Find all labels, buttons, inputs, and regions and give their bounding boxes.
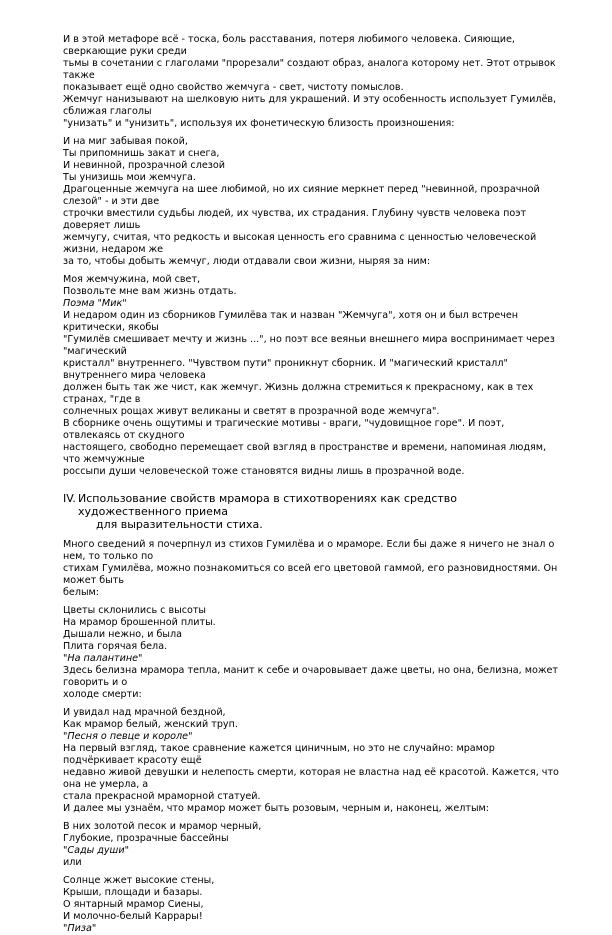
poem-line: Цветы склонились с высоты [63, 605, 207, 616]
text-line: кристалл" внутреннего. "Чувством пути" проникнут сборник. И "магический кристалл" внутреннего мира человека [63, 358, 508, 381]
poem-source: "Пиза" [63, 923, 97, 934]
paragraph-pearl-metaphor [63, 34, 563, 130]
poem-line: На мрамор брошенной плиты. [63, 617, 216, 628]
text-line: белым: [63, 587, 99, 598]
poem-quote-3 [63, 605, 563, 665]
poem-line: Ты припомнишь закат и снега, [63, 148, 220, 159]
poem-quote-2 [63, 274, 563, 310]
document-page [63, 34, 563, 935]
poem-line: В них золотой песок и мрамор черный, [63, 821, 262, 832]
text-line: Много сведений я почерпнул из стихов Гумилёва и о мраморе. Если бы даже я ничего не знал о нем, то только по [63, 539, 555, 562]
poem-quote-4 [63, 707, 563, 743]
text-line: Здесь белизна мрамора тепла, манит к себе и очаровывает даже цветы, но она, белизна, может говорить и о [63, 665, 559, 688]
paragraph-marble-death [63, 743, 563, 815]
poem-line: Плита горячая бела. [63, 641, 168, 652]
text-line: жемчугу, считая, что редкость и высокая ценность его сравнима с ценностью человеческой жизни, недаром же [63, 232, 537, 255]
poem-line: Крыши, площади и базары. [63, 887, 203, 898]
text-line: недавно живой девушки и нелепость смерти, которая не властна над её красотой. Кажется, что она не умерла, а [63, 767, 559, 790]
poem-line: Позвольте мне вам жизнь отдать. [63, 286, 237, 297]
section-heading [63, 492, 563, 531]
text-line: "унизать" и "унизить", используя их фонетическую близость произношения: [63, 118, 455, 129]
text-line: Драгоценные жемчуга на шее любимой, но их сияние меркнет перед "невинной, прозрачной слезой" - и эти две [63, 184, 540, 207]
section-number: IV. [63, 492, 76, 505]
poem-quote-6 [63, 875, 563, 935]
text-line: показывает ещё одно свойство жемчуга - свет, чистоту помыслов. [63, 82, 404, 93]
text-line: солнечных рощах живут великаны и светят в прозрачной воде жемчуга". [63, 406, 440, 417]
text-line: строчки вместили судьбы людей, их чувства, их страдания. Глубину чувств человека поэт доверяет лишь [63, 208, 527, 231]
paragraph-pearls-collection [63, 310, 563, 478]
poem-line: Дышали нежно, и была [63, 629, 182, 640]
poem-quote-5 [63, 821, 563, 869]
poem-source: "Песня о певце и короле" [63, 731, 193, 742]
text-line: На первый взгляд, такое сравнение кажется циничным, но это не случайно: мрамор подчёркивает красоту ещё [63, 743, 495, 766]
poem-line: Глубокие, прозрачные бассейны [63, 833, 229, 844]
poem-line: И молочно-белый Каррары! [63, 911, 203, 922]
text-line: стихам Гумилёва, можно познакомиться со всей его цветовой гаммой, его разновидностями. Он может быть [63, 563, 558, 586]
text-line: Жемчуг нанизывают на шелковую нить для украшений. И эту особенность использует Гумилёв, сближая глаголы [63, 94, 557, 117]
paragraph-marble-intro [63, 539, 563, 599]
poem-line: Моя жемчужина, мой свет, [63, 274, 201, 285]
poem-line: Солнце жжет высокие стены, [63, 875, 215, 886]
section-title-line-2: для выразительности стиха. [96, 518, 263, 531]
text-line: холоде смерти: [63, 689, 142, 700]
text-line: россыпи души человеческой тоже становятся видны лишь в прозрачной воде. [63, 466, 465, 477]
text-line: должен быть так же чист, как жемчуг. Жизнь должна стремиться к прекрасному, как в тех странах, "где в [63, 382, 534, 405]
text-line: "Гумилёв смешивает мечту и жизнь ...", но поэт все веяньи внешнего мира воспринимает через "магический [63, 334, 555, 357]
text-line: за то, чтобы добыть жемчуг, люди отдавали свои жизни, ныряя за ним: [63, 256, 431, 267]
poem-line: Как мрамор белый, женский труп. [63, 719, 238, 730]
poem-line: Ты унизишь мои жемчуга. [63, 172, 196, 183]
poem-line: И невинной, прозрачной слезой [63, 160, 225, 171]
poem-line: О янтарный мрамор Сиены, [63, 899, 204, 910]
poem-source: Поэма "Мик" [63, 298, 127, 309]
poem-quote-1 [63, 136, 563, 184]
text-line: И недаром один из сборников Гумилёва так и назван "Жемчуга", хотя он и был встречен критически, якобы [63, 310, 519, 333]
text-line: стала прекрасной мраморной статуей. [63, 791, 261, 802]
text-line: И далее мы узнаём, что мрамор может быть розовым, черным и, наконец, желтым: [63, 803, 490, 814]
paragraph-pearl-value [63, 184, 563, 268]
poem-source: "Сады души" [63, 845, 129, 856]
text-line: тьмы в сочетании с глаголами "прорезали" создают образ, аналога которому нет. Этот отрывок также [63, 58, 556, 81]
connector-word: или [63, 857, 82, 868]
text-line: В сборнике очень ощутимы и трагические мотивы - враги, "чудовищное горе". И поэт, отвлекаясь от скудного [63, 418, 505, 441]
text-line: И в этой метафоре всё - тоска, боль расставания, потеря любимого человека. Сияющие, сверкающие руки среди [63, 34, 515, 57]
poem-line: И увидал над мрачной бездной, [63, 707, 226, 718]
text-line: настоящего, свободно перемещает свой взгляд в пространстве и времени, напоминая людям, что жемчужные [63, 442, 547, 465]
poem-source: "На палантине" [63, 653, 143, 664]
paragraph-white-marble [63, 665, 563, 701]
section-title-line-1: Использование свойств мрамора в стихотворениях как средство художественного приема [78, 492, 457, 518]
poem-line: И на миг забывая покой, [63, 136, 188, 147]
